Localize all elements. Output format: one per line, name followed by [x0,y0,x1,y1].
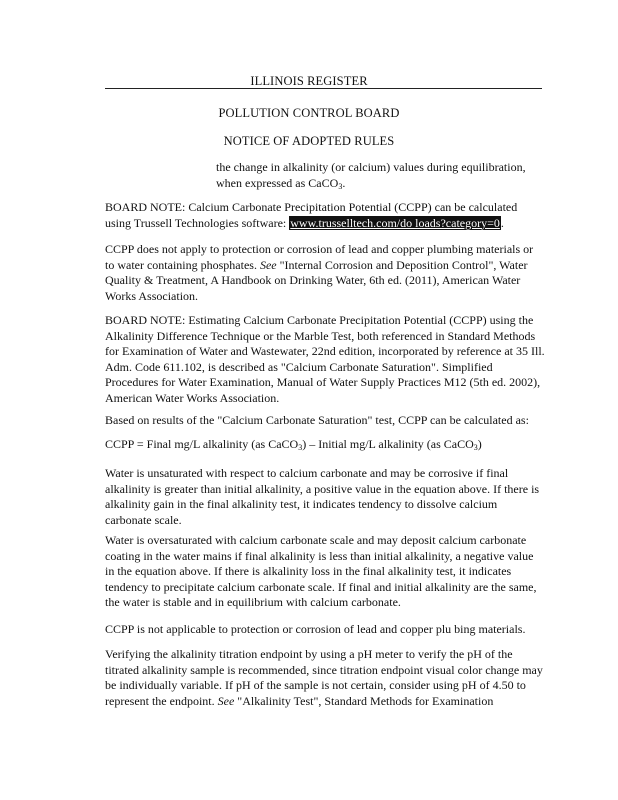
header-rule [105,88,542,89]
paragraph-unsaturated: Water is unsaturated with respect to calcium carbonate and may be corrosive if final alkalinity is greater than initial alkalinity, a positive value in the equation above. If there is alkalinity gain in the final alkalinity test, it indicates tendency to dissolve calcium carbonate scale. [105,466,540,527]
notice-title: NOTICE OF ADOPTED RULES [223,134,395,148]
trusselltech-link[interactable]: www.trusselltech.com/do loads?category=0 [290,215,500,230]
paragraph-ccpp-lead-copper: CCPP does not apply to protection or corrosion of lead and copper plumbing materials or to water containing phosphates. See "Internal Corrosion and Deposition Control", Water Quality & Treatment, A Handbook on Drinking Water, 6th ed. (2011), American Water Works Association. [105,242,534,303]
board-note-ccpp-software: BOARD NOTE: Calcium Carbonate Precipitation Potential (CCPP) can be calculated using Trussell Technologies software: www.trusselltech.com/do loads?category=0. [105,200,518,230]
paragraph-based-on-results: Based on results of the "Calcium Carbonate Saturation" test, CCPP can be calculated as: [105,413,529,427]
board-note-estimating-ccpp: BOARD NOTE: Estimating Calcium Carbonate Precipitation Potential (CCPP) using the Alkalinity Difference Technique or the Marble Test, both referenced in Standard Methods for Examination of Water and Wastewater, 22nd edition, incorporated by reference at 35 Ill. Adm. Code 611.102, is described as "Calcium Carbonate Saturation". Simplified Procedures for Water Examination, Manual of Water Supply Practices M12 (5th ed. 2002), American Water Works Association. [105,313,545,405]
paragraph-oversaturated: Water is oversaturated with calcium carbonate scale and may deposit calcium carbonate coating in the water mains if final alkalinity is less than initial alkalinity, a negative value in the equation above. If there is alkalinity loss in the final alkalinity test, it indicates tendency to precipitate calcium carbonate scale. If final and initial alkalinity are the same, the water is stable and in equilibrium with calcium carbonate. [105,533,537,609]
register-title: ILLINOIS REGISTER [250,74,368,88]
board-title: POLLUTION CONTROL BOARD [218,106,400,120]
paragraph-equilibration: the change in alkalinity (or calcium) values during equilibration, when expressed as CaCO$_3$. [216,160,526,191]
paragraph-verifying-endpoint: Verifying the alkalinity titration endpoint by using a pH meter to verify the pH of the titrated alkalinity sample is recommended, since titration endpoint visual color change may be individually variable. If pH of the sample is not certain, consider using pH of 4.50 to represent the endpoint. See "Alkalinity Test", Standard Methods for Examination [105,647,543,708]
ccpp-equation: CCPP = Final mg/L alkalinity (as CaCO$_3$) – Initial mg/L alkalinity (as CaCO$_3$) [105,437,482,452]
paragraph-not-applicable: CCPP is not applicable to protection or corrosion of lead and copper plu bing materials. [105,622,526,636]
